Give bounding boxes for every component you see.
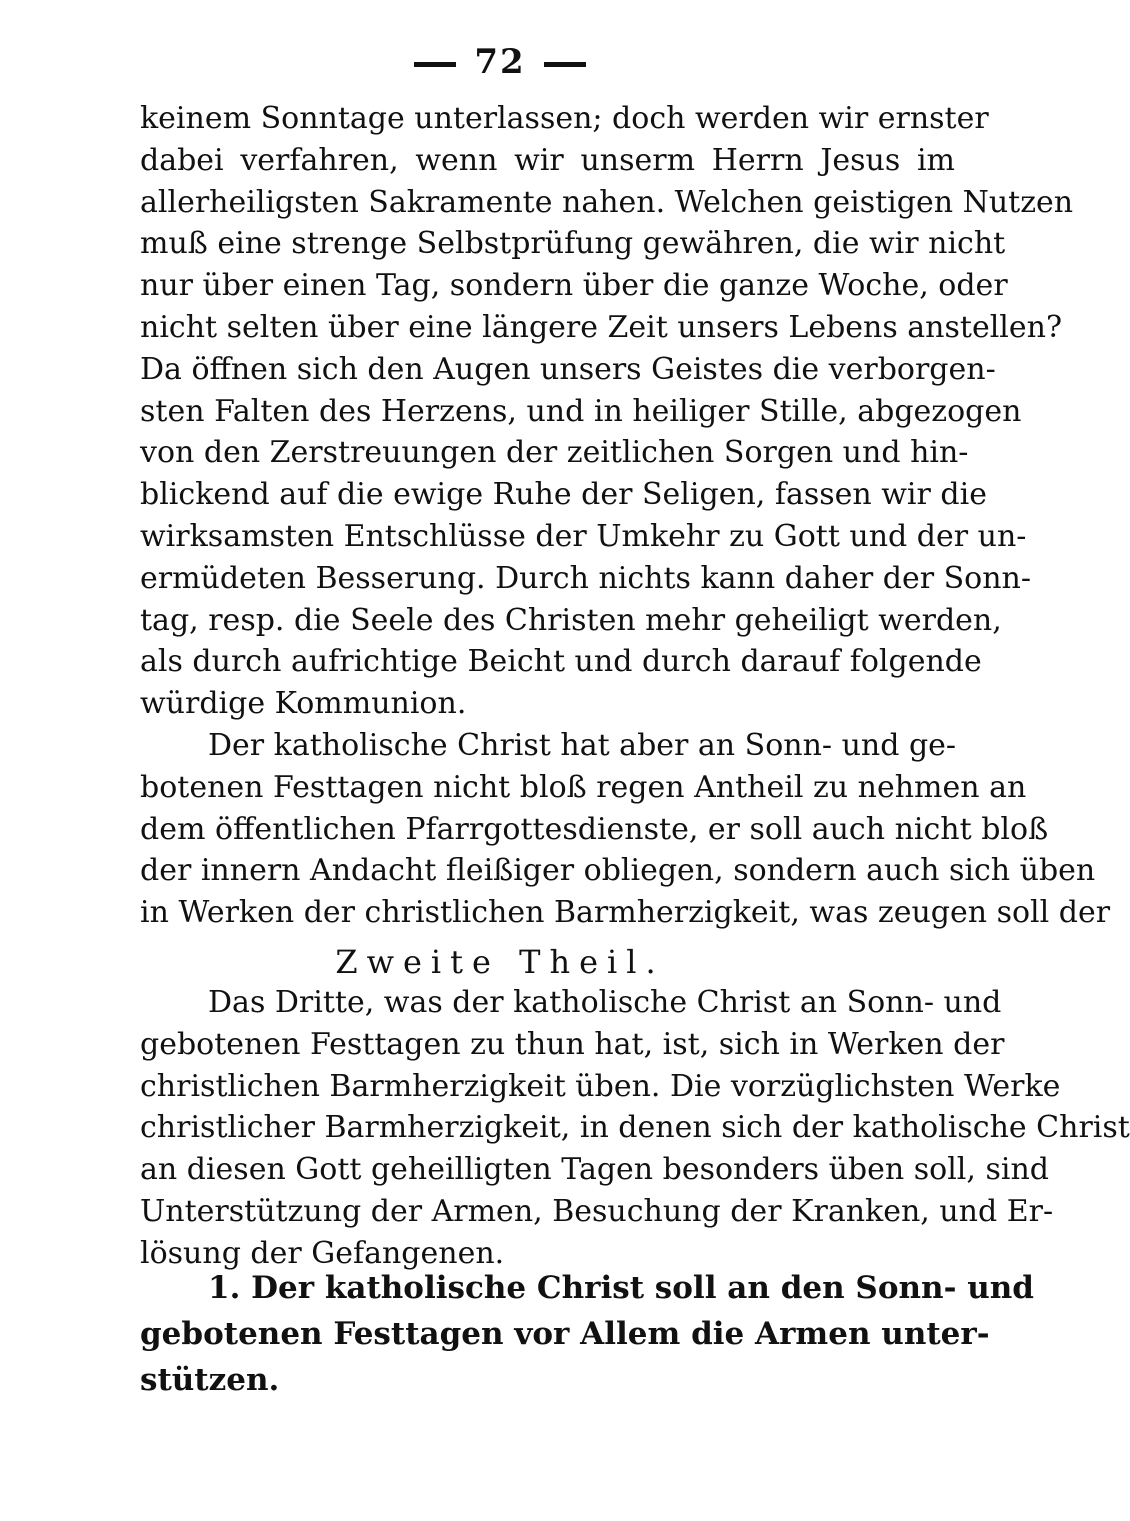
- subsection-line: stützen.: [140, 1362, 280, 1398]
- subsection-line: 1. Der katholische Christ soll an den Sonn- und: [208, 1270, 1034, 1306]
- text-line: ermüdeten Besserung. Durch nichts kann daher der Sonn-: [140, 560, 1032, 596]
- text-line: an diesen Gott geheilligten Tagen besonders üben soll, sind: [140, 1152, 1049, 1188]
- right-dash: [544, 62, 586, 67]
- text-line: lösung der Gefangenen.: [140, 1235, 505, 1271]
- page-number: 72: [474, 42, 526, 82]
- text-line: der innern Andacht fleißiger obliegen, sondern auch sich üben: [140, 853, 1096, 889]
- page-number-header: [0, 42, 1000, 82]
- paragraph-3: [140, 982, 1130, 1275]
- text-line: christlichen Barmherzigkeit üben. Die vorzüglichsten Werke: [140, 1068, 1061, 1104]
- left-dash: [414, 62, 456, 67]
- text-line: christlicher Barmherzigkeit, in denen sich der katholische Christ: [140, 1110, 1130, 1146]
- text-line: sten Falten des Herzens, und in heiliger Stille, abgezogen: [140, 393, 1022, 429]
- text-line: Der katholische Christ hat aber an Sonn- und ge-: [208, 728, 957, 763]
- text-line: Da öffnen sich den Augen unsers Geistes die verborgen-: [140, 351, 996, 387]
- text-line: nur über einen Tag, sondern über die ganze Woche, oder: [140, 268, 1008, 304]
- text-line: gebotenen Festtagen zu thun hat, ist, sich in Werken der: [140, 1026, 1005, 1062]
- subsection-line: gebotenen Festtagen vor Allem die Armen unter-: [140, 1316, 990, 1352]
- subsection-heading: [140, 1265, 1034, 1403]
- text-line: muß eine strenge Selbstprüfung gewähren, die wir nicht: [140, 226, 1006, 262]
- text-line: Das Dritte, was der katholische Christ an Sonn- und: [208, 985, 1002, 1020]
- text-line: Unterstützung der Armen, Besuchung der Kranken, und Er-: [140, 1193, 1054, 1229]
- text-line: in Werken der christlichen Barmherzigkeit, was zeugen soll der: [140, 895, 1111, 931]
- text-line: blickend auf die ewige Ruhe der Seligen, fassen wir die: [140, 477, 987, 513]
- text-line: nicht selten über eine längere Zeit unsers Lebens anstellen?: [140, 309, 1063, 345]
- paragraph-2: [140, 725, 1111, 934]
- text-line: von den Zerstreuungen der zeitlichen Sorgen und hin-: [140, 435, 969, 471]
- text-line: dabei verfahren, wenn wir unserm Herrn Jesus im: [140, 142, 955, 178]
- text-line: wirksamsten Entschlüsse der Umkehr zu Gott und der un-: [140, 518, 1027, 554]
- text-line: dem öffentlichen Pfarrgottesdienste, er soll auch nicht bloß: [140, 811, 1049, 847]
- text-line: tag, resp. die Seele des Christen mehr geheiligt werden,: [140, 602, 1002, 638]
- paragraph-1: [140, 98, 1074, 725]
- text-line: würdige Kommunion.: [140, 686, 467, 722]
- text-line: keinem Sonntage unterlassen; doch werden wir ernster: [140, 101, 989, 136]
- section-heading: Zweite Theil.: [335, 943, 665, 981]
- text-line: allerheiligsten Sakramente nahen. Welchen geistigen Nutzen: [140, 184, 1074, 220]
- text-line: als durch aufrichtige Beicht und durch darauf folgende: [140, 644, 982, 680]
- text-line: botenen Festtagen nicht bloß regen Antheil zu nehmen an: [140, 769, 1027, 805]
